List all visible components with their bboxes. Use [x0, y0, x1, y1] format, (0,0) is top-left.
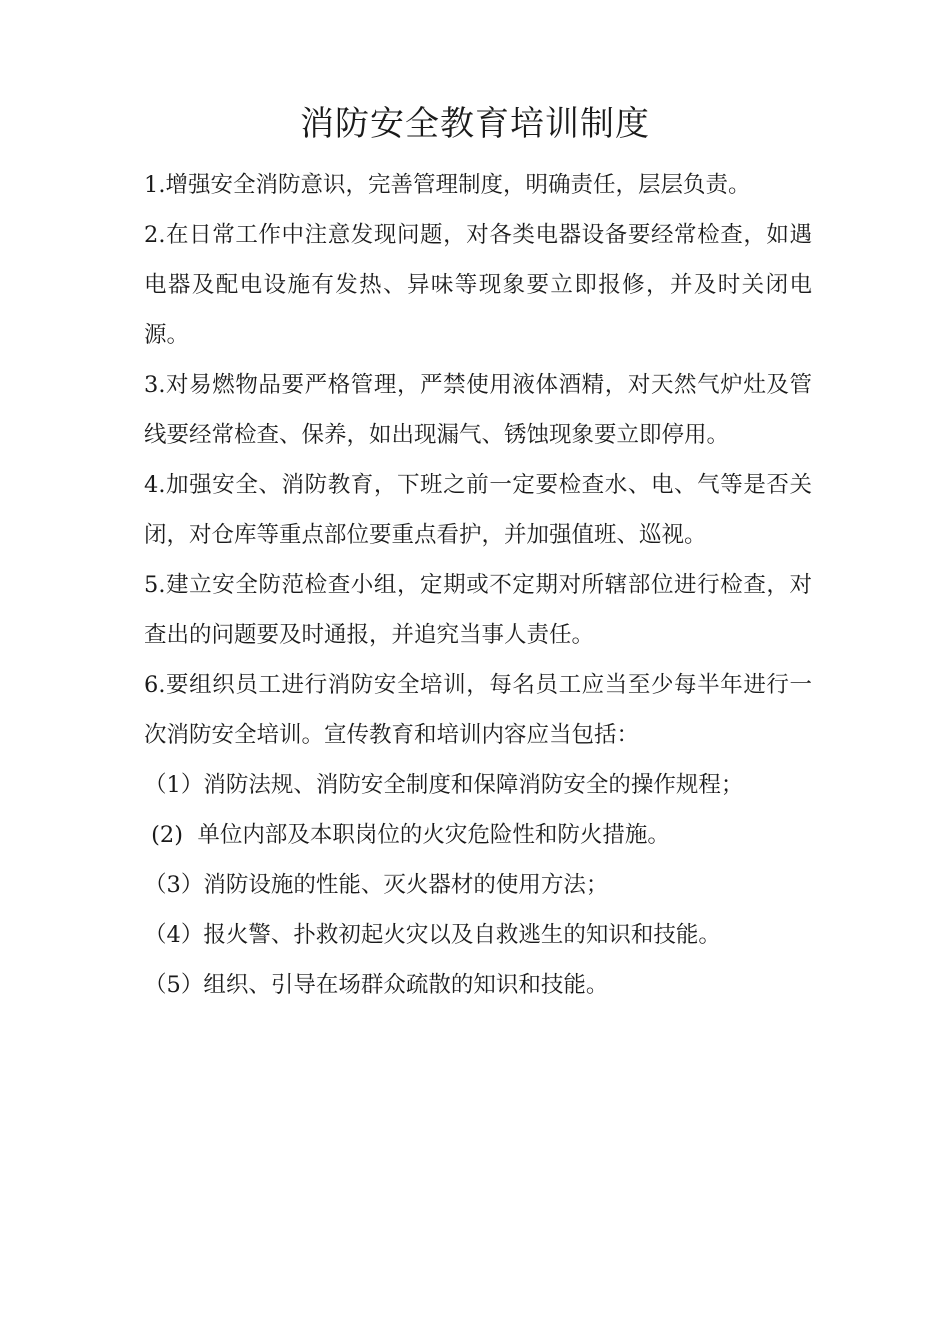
document-body	[144, 160, 812, 1010]
paragraph-1: 1.增强安全消防意识，完善管理制度，明确责任，层层负责。	[144, 172, 751, 198]
paragraph-2: 2.在日常工作中注意发现问题，对各类电器设备要经常检查，如遇电器及配电设施有发热、异味等现象要立即报修，并及时关闭电源。	[144, 222, 812, 348]
document-title: 消防安全教育培训制度	[300, 104, 650, 144]
paragraph-3: 3.对易燃物品要严格管理，严禁使用液体酒精，对天然气炉灶及管线要经常检查、保养，如出现漏气、锈蚀现象要立即停用。	[144, 372, 812, 448]
training-item-5: （5）组织、引导在场群众疏散的知识和技能。	[144, 972, 609, 998]
training-item-1: （1）消防法规、消防安全制度和保障消防安全的操作规程；	[144, 772, 744, 798]
training-item-3: （3）消防设施的性能、灭火器材的使用方法；	[144, 872, 609, 898]
training-item-4: （4）报火警、扑救初起火灾以及自救逃生的知识和技能。	[144, 922, 721, 948]
paragraph-4: 4.加强安全、消防教育，下班之前一定要检查水、电、气等是否关闭，对仓库等重点部位要重点看护，并加强值班、巡视。	[144, 472, 812, 548]
paragraph-5: 5.建立安全防范检查小组，定期或不定期对所辖部位进行检查，对查出的问题要及时通报，并追究当事人责任。	[144, 572, 812, 648]
paragraph-6: 6.要组织员工进行消防安全培训，每名员工应当至少每半年进行一次消防安全培训。宣传教育和培训内容应当包括：	[144, 672, 812, 748]
training-item-2: (2) 单位内部及本职岗位的火灾危险性和防火措施。	[144, 822, 670, 848]
